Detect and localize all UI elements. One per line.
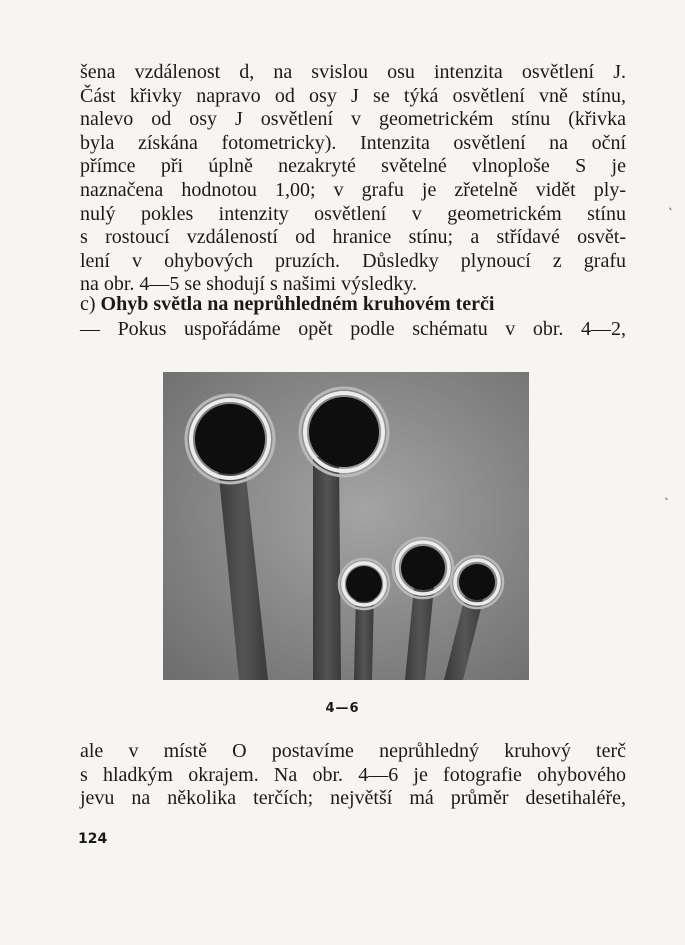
page-number: 124	[78, 831, 108, 847]
figure-caption: 4—6	[325, 701, 360, 716]
section-heading	[80, 292, 626, 316]
text-line: byla získána fotometricky). Intenzita osvětlení na oční	[80, 131, 626, 154]
photo-graphic	[163, 372, 529, 680]
text-line: s rostoucí vzdáleností od hranice stínu; a střídavé osvět-	[80, 226, 626, 249]
text-line: na obr. 4—5 se shodují s našimi výsledky.	[80, 273, 418, 296]
disc-small-left	[339, 559, 389, 609]
text-line: šena vzdálenost d, na svislou osu intenzita osvětlení J.	[80, 61, 626, 83]
text-line: přímce při úplně nezakryté světelné vlnoploše S je	[80, 155, 626, 178]
stem	[313, 457, 341, 680]
paragraph-3	[80, 740, 626, 811]
text-line: ale v místě O postavíme neprůhledný kruhový terč	[80, 740, 626, 762]
text-line: Část křivky napravo od osy J se týká osvětlení vně stínu,	[80, 84, 626, 107]
text-line: nalevo od osy J osvětlení v geometrickém stínu (křivka	[80, 108, 626, 131]
disc-medium	[393, 538, 453, 598]
text-line: s hladkým okrajem. Na obr. 4—6 je fotografie ohybového	[80, 763, 626, 786]
margin-mark: ˎ	[664, 486, 670, 500]
margin-mark: ˎ	[668, 196, 674, 210]
text-line: jevu na několika terčích; největší má průměr desetihaléře,	[80, 787, 626, 810]
text-line: nulý pokles intenzity osvětlení v geometrickém stínu	[80, 202, 626, 225]
disc-large-right	[300, 388, 388, 476]
text-line: naznačena hodnotou 1,00; v grafu je zřetelně vidět ply-	[80, 178, 626, 201]
text-line: lení v ohybových pruzích. Důsledky plynoucí z grafu	[80, 249, 626, 272]
disc-large-left	[186, 395, 274, 483]
section-title: Ohyb světla na neprůhledném kruhovém terči	[100, 293, 495, 315]
diffraction-photograph	[163, 372, 529, 680]
text-line: — Pokus uspořádáme opět podle schématu v obr. 4—2,	[80, 318, 626, 340]
paragraph-2	[80, 318, 626, 342]
section-label: c)	[80, 293, 96, 315]
paragraph-1	[80, 61, 626, 297]
